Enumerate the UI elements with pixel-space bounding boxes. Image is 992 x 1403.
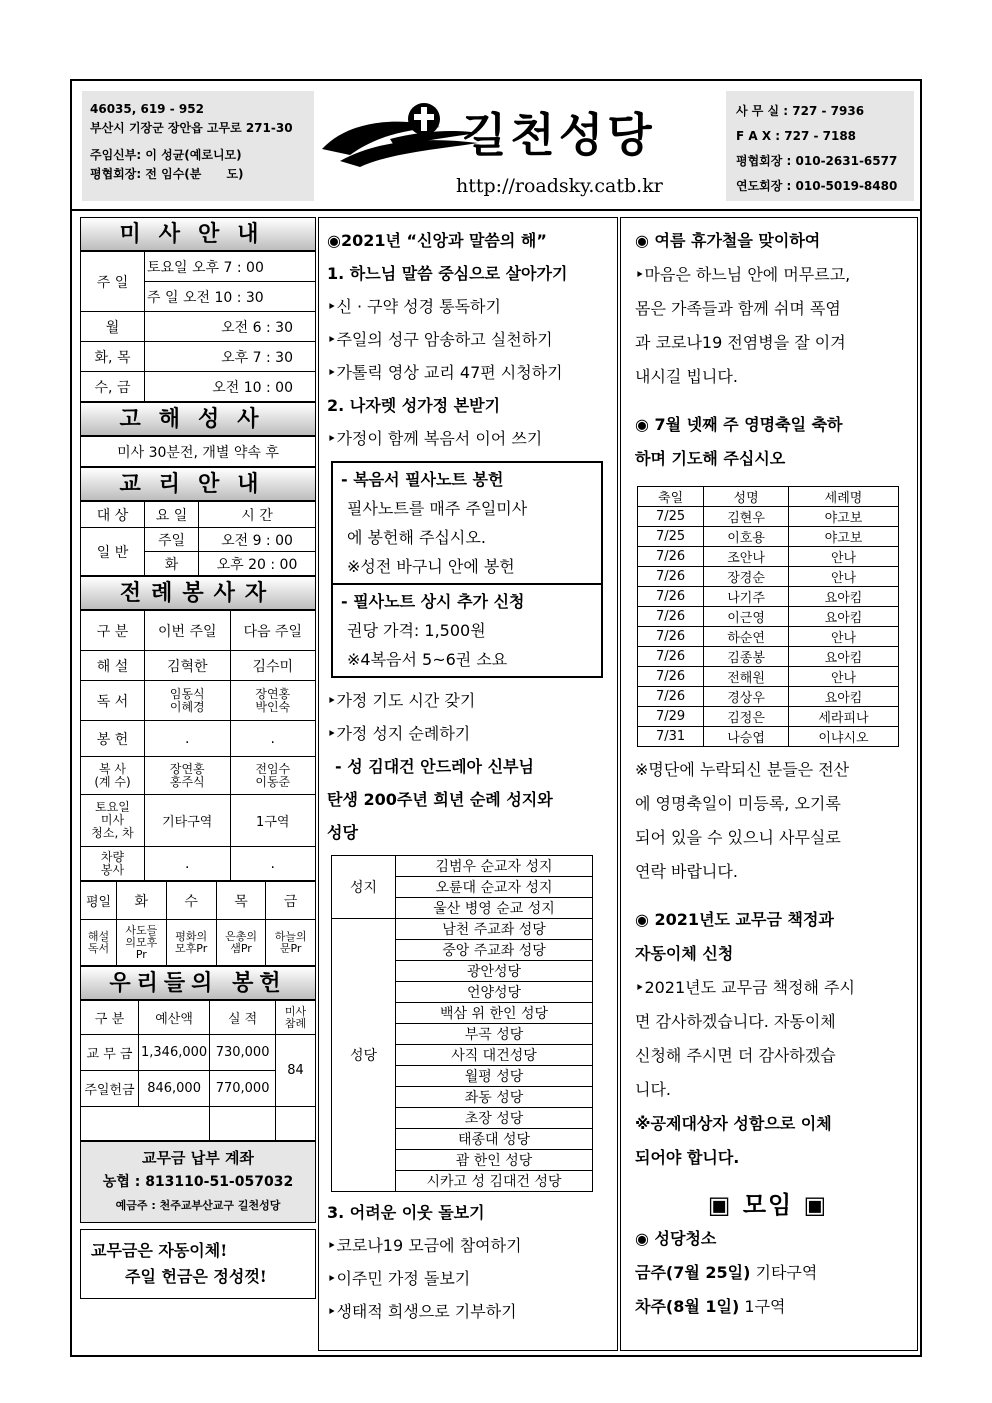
- feast-table: [637, 486, 899, 747]
- catechism-target: 일 반: [81, 528, 145, 576]
- next-week-value: 1구역: [739, 1297, 786, 1316]
- shrine: 오륜대 순교자 성지: [396, 877, 593, 898]
- website-url[interactable]: http://roadsky.catb.kr: [456, 175, 663, 197]
- mass-time: 오전 6 : 30: [145, 312, 316, 342]
- weekday: 수: [166, 882, 216, 920]
- year-theme: ◉2021년 “신앙과 말씀의 해”: [327, 231, 547, 250]
- catechism-time: 오전 9 : 00: [199, 528, 316, 552]
- sat-mass: 토요일 오후 7 : 00: [145, 252, 316, 282]
- cleaning-title: ◉ 성당청소: [635, 1229, 717, 1248]
- dues-title: 자동이체 신청: [635, 944, 734, 963]
- weekday: 목: [216, 882, 266, 920]
- notice-line: ※명단에 누락되신 분들은 전산: [635, 760, 850, 779]
- offering-header: 예산액: [139, 1001, 210, 1035]
- address: 부산시 기장군 장안읍 고무로 271-30: [90, 121, 293, 135]
- feast-name: 나기주: [704, 587, 789, 607]
- feast-header: 세례명: [789, 487, 899, 507]
- shrine-label: 성지: [332, 856, 396, 919]
- summer-line: 내시길 빕니다.: [635, 367, 738, 386]
- feast-title: ◉ 7월 넷째 주 영명축일 축하: [635, 415, 843, 434]
- dues-line: 신청해 주시면 더 감사하겠습: [635, 1046, 836, 1065]
- church: 백삼 위 한인 성당: [396, 1003, 593, 1024]
- catechism-title: 교리안내: [80, 467, 316, 501]
- sun-mass: 주 일 오전 10 : 30: [145, 282, 316, 312]
- slogan-box: [80, 1229, 316, 1299]
- feast-saint: 요아킴: [789, 607, 899, 627]
- feast-name: 하순연: [704, 627, 789, 647]
- box-line: 권당 가격: 1,500원: [347, 621, 486, 640]
- weekday-group: 사도들 의모후 Pr: [117, 920, 167, 966]
- mass-day: 월: [81, 312, 145, 342]
- weekday-group: 평화의 모후Pr: [166, 920, 216, 966]
- meeting-title: ▣ 모임 ▣: [707, 1191, 829, 1219]
- pilgrim-line: 성당: [327, 823, 358, 842]
- account-box: [80, 1141, 316, 1223]
- list-item: ‣가톨릭 영상 교리 47편 시청하기: [327, 363, 563, 382]
- feast-name: 경상우: [704, 687, 789, 707]
- dues-line: ‣2021년도 교무금 책정해 주시: [635, 978, 855, 997]
- weekday-label: 평일: [81, 882, 117, 920]
- feast-name: 장경순: [704, 567, 789, 587]
- feast-saint: 안나: [789, 627, 899, 647]
- feast-saint: 야고보: [789, 507, 899, 527]
- church: 초장 성당: [396, 1108, 593, 1129]
- offering-empty: [210, 1107, 276, 1141]
- pilgrimage-table: [331, 855, 593, 1192]
- feast-saint: 야고보: [789, 527, 899, 547]
- right-column: [620, 217, 918, 1351]
- offering-empty: [81, 1107, 210, 1141]
- liturgy-role: 토요일 미사 청소, 차: [81, 795, 145, 847]
- feast-name: 김종봉: [704, 647, 789, 667]
- box-title: - 복음서 필사노트 봉헌: [341, 470, 504, 489]
- dues-line: 니다.: [635, 1080, 671, 1099]
- summer-line: ‣마음은 하느님 안에 머무르고,: [635, 265, 851, 284]
- liturgy-role: 차량 봉사: [81, 847, 145, 881]
- feast-name: 전해원: [704, 667, 789, 687]
- notebook-box: [331, 461, 603, 678]
- catechism-time: 오후 20 : 00: [199, 552, 316, 576]
- liturgy-table: [80, 610, 316, 881]
- mass-day: 화, 목: [81, 342, 145, 372]
- liturgy-next: .: [230, 721, 316, 757]
- feast-title: 하며 기도해 주십시오: [635, 449, 786, 468]
- offering-header: 구 분: [81, 1001, 139, 1035]
- summer-title: ◉ 여름 휴가철을 맞이하여: [635, 231, 821, 250]
- header: [72, 81, 920, 211]
- feast-date: 7/26: [638, 547, 704, 567]
- mass-day: 수, 금: [81, 372, 145, 402]
- liturgy-title: 전례봉사자: [80, 576, 316, 610]
- church: 중앙 주교좌 성당: [396, 940, 593, 961]
- notice-line: 되어 있을 수 있으니 사무실로: [635, 828, 841, 847]
- offering-title: 우리들의 봉헌: [80, 966, 316, 1000]
- box-title: - 필사노트 상시 추가 신청: [341, 592, 525, 611]
- liturgy-this: .: [145, 847, 231, 881]
- box-line: ※4복음서 5~6권 소요: [347, 650, 508, 669]
- contact-box: [726, 91, 914, 201]
- left-column: [80, 217, 316, 1299]
- liturgy-this: 기타구역: [145, 795, 231, 847]
- feast-saint: 이냐시오: [789, 727, 899, 747]
- feast-date: 7/26: [638, 587, 704, 607]
- box-line: ※성전 바구니 안에 봉헌: [347, 557, 515, 576]
- bulletin-page: [70, 79, 922, 1357]
- notice-line: 연락 바랍니다.: [635, 862, 738, 881]
- catechism-table: [80, 501, 316, 576]
- liturgy-next: 김수미: [230, 651, 316, 681]
- yeondo-phone: 연도회장 : 010-5019-8480: [736, 179, 898, 193]
- mass-time: 오전 10 : 00: [145, 372, 316, 402]
- feast-name: 나승엽: [704, 727, 789, 747]
- middle-column: [318, 217, 618, 1351]
- feast-date: 7/26: [638, 567, 704, 587]
- church: 사직 대건성당: [396, 1045, 593, 1066]
- feast-header: 성명: [704, 487, 789, 507]
- church: 부곡 성당: [396, 1024, 593, 1045]
- feast-header: 축일: [638, 487, 704, 507]
- church-label: 성당: [332, 919, 396, 1192]
- feast-date: 7/26: [638, 607, 704, 627]
- mass-table: [80, 251, 316, 402]
- feast-saint: 요아킴: [789, 587, 899, 607]
- next-week-label: 차주(8월 1일): [635, 1297, 740, 1316]
- church: 남천 주교좌 성당: [396, 919, 593, 940]
- feast-name: 이근영: [704, 607, 789, 627]
- confession-title: 고해성사: [80, 402, 316, 436]
- weekday-group: 은총의 샘Pr: [216, 920, 266, 966]
- liturgy-header: 이번 주일: [145, 611, 231, 651]
- confession-table: [80, 436, 316, 467]
- this-week-label: 금주(7월 25일): [635, 1263, 751, 1282]
- account-number: 농협 : 813110-51-057032: [102, 1174, 294, 1190]
- offering-empty: [276, 1107, 316, 1141]
- section-heading: 1. 하느님 말씀 중심으로 살아가기: [327, 264, 568, 283]
- offering-header: 실 적: [210, 1001, 276, 1035]
- weekday: 화: [117, 882, 167, 920]
- feast-name: 김정은: [704, 707, 789, 727]
- dues-note: ※공제대상자 성함으로 이체: [635, 1114, 832, 1133]
- feast-name: 조안나: [704, 547, 789, 567]
- liturgy-header: 다음 주일: [230, 611, 316, 651]
- office-phone: 사 무 실 : 727 - 7936: [736, 104, 865, 118]
- church: 언양성당: [396, 982, 593, 1003]
- liturgy-next: .: [230, 847, 316, 881]
- catechism-day: 화: [145, 552, 199, 576]
- this-week-value: 기타구역: [750, 1263, 818, 1282]
- slogan-line: 교무금은 자동이체!: [91, 1241, 228, 1260]
- catechism-header: 요 일: [145, 502, 199, 528]
- liturgy-this: .: [145, 721, 231, 757]
- feast-saint: 안나: [789, 667, 899, 687]
- offering-table: [80, 1000, 316, 1141]
- liturgy-role: 봉 헌: [81, 721, 145, 757]
- list-item: ‣주일의 성구 암송하고 실천하기: [327, 330, 553, 349]
- dues-note: 되어야 합니다.: [635, 1148, 740, 1167]
- list-item: ‣이주민 가정 돌보기: [327, 1269, 471, 1288]
- liturgy-next: 1구역: [230, 795, 316, 847]
- feast-date: 7/26: [638, 627, 704, 647]
- liturgy-header: 구 분: [81, 611, 145, 651]
- liturgy-next: 전임수 이동준: [230, 757, 316, 795]
- church: 괌 한인 성당: [396, 1150, 593, 1171]
- liturgy-role: 복 사 (계 수): [81, 757, 145, 795]
- pilgrim-line: - 성 김대건 안드레아 신부님: [335, 757, 534, 776]
- list-item: ‣코로나19 모금에 참여하기: [327, 1236, 522, 1255]
- catechism-header: 시 간: [199, 502, 316, 528]
- dues-line: 면 감사하겠습니다. 자동이체: [635, 1012, 836, 1031]
- feast-date: 7/26: [638, 667, 704, 687]
- liturgy-role: 독 서: [81, 681, 145, 721]
- this-week-cleaning: [635, 1256, 901, 1290]
- section-heading: 3. 어려운 이웃 돌보기: [327, 1203, 485, 1222]
- feast-saint: 요아킴: [789, 647, 899, 667]
- liturgy-this: 김혁한: [145, 651, 231, 681]
- feast-date: 7/29: [638, 707, 704, 727]
- sunday-label: 주 일: [81, 252, 145, 312]
- list-item: ‣신 · 구약 성경 통독하기: [327, 297, 501, 316]
- section-heading: 2. 나자렛 성가정 본받기: [327, 396, 501, 415]
- list-item: ‣가정 성지 순례하기: [327, 724, 471, 743]
- church: 태종대 성당: [396, 1129, 593, 1150]
- feast-date: 7/25: [638, 507, 704, 527]
- feast-name: 김현우: [704, 507, 789, 527]
- fax: F A X : 727 - 7188: [736, 129, 857, 143]
- feast-saint: 요아킴: [789, 687, 899, 707]
- church-logo-icon: [320, 99, 480, 169]
- summer-line: 과 코로나19 전염병을 잘 이겨: [635, 333, 846, 352]
- notebook-order: [333, 583, 601, 676]
- catechism-day: 주일: [145, 528, 199, 552]
- offering-budget: 846,000: [139, 1071, 210, 1107]
- feast-date: 7/25: [638, 527, 704, 547]
- list-item: ‣생태적 희생으로 기부하기: [327, 1302, 517, 1321]
- church: 월평 성당: [396, 1066, 593, 1087]
- box-line: 필사노트를 매주 주일미사: [347, 499, 528, 518]
- pilgrim-line: 탄생 200주년 희년 순례 성지와: [327, 790, 553, 809]
- postal-code: 46035, 619 - 952: [90, 102, 204, 116]
- feast-saint: 안나: [789, 547, 899, 567]
- dues-title: ◉ 2021년도 교무금 책정과: [635, 910, 834, 929]
- mass-time: 오후 7 : 30: [145, 342, 316, 372]
- church: 좌동 성당: [396, 1087, 593, 1108]
- box-line: 에 봉헌해 주십시오.: [347, 528, 486, 547]
- feast-saint: 세라피나: [789, 707, 899, 727]
- confession-text: 미사 30분전, 개별 약속 후: [81, 437, 316, 467]
- offering-name: 교 무 금: [81, 1035, 139, 1071]
- mass-attendance: 84: [276, 1035, 316, 1107]
- offering-name: 주일헌금: [81, 1071, 139, 1107]
- address-box: [82, 91, 314, 201]
- feast-saint: 안나: [789, 567, 899, 587]
- weekday: 금: [266, 882, 316, 920]
- shrine: 김범우 순교자 성지: [396, 856, 593, 877]
- church: 시카고 성 김대건 성당: [396, 1171, 593, 1192]
- notebook-offering: [333, 463, 601, 583]
- liturgy-this: 장연홍 홍주식: [145, 757, 231, 795]
- weekday-table: [80, 881, 316, 966]
- account-title: 교무금 납부 계좌: [142, 1149, 254, 1167]
- liturgy-next: 장연홍 박인숙: [230, 681, 316, 721]
- catechism-header: 대 상: [81, 502, 145, 528]
- liturgy-this: 임동식 이혜경: [145, 681, 231, 721]
- notice-line: 에 영명축일이 미등록, 오기록: [635, 794, 841, 813]
- shrine: 울산 병영 순교 성지: [396, 898, 593, 919]
- list-item: ‣가정이 함께 복음서 이어 쓰기: [327, 429, 543, 448]
- next-week-cleaning: [635, 1290, 901, 1324]
- pastor: 주임신부: 이 성균(예로니모): [90, 148, 242, 162]
- weekday-role: 해설 독서: [81, 920, 117, 966]
- weekday-group: 하늘의 문Pr: [266, 920, 316, 966]
- slogan-line: 주일 헌금은 정성껏!: [125, 1267, 267, 1286]
- list-item: ‣가정 기도 시간 갖기: [327, 691, 476, 710]
- account-holder: 예금주 : 천주교부산교구 길천성당: [115, 1199, 281, 1212]
- feast-date: 7/31: [638, 727, 704, 747]
- church-name: 길천성당: [462, 108, 656, 162]
- feast-date: 7/26: [638, 687, 704, 707]
- offering-header: 미사 참례: [276, 1001, 316, 1035]
- offering-actual: 730,000: [210, 1035, 276, 1071]
- mass-title: 미사안내: [80, 217, 316, 251]
- council-chair: 평협회장: 전 임수(분 도): [90, 167, 244, 181]
- church: 광안성당: [396, 961, 593, 982]
- liturgy-role: 해 설: [81, 651, 145, 681]
- offering-budget: 1,346,000: [139, 1035, 210, 1071]
- summer-line: 몸은 가족들과 함께 쉬며 폭염: [635, 299, 841, 318]
- feast-name: 이호용: [704, 527, 789, 547]
- council-phone: 평협회장 : 010-2631-6577: [736, 154, 898, 168]
- feast-date: 7/26: [638, 647, 704, 667]
- offering-actual: 770,000: [210, 1071, 276, 1107]
